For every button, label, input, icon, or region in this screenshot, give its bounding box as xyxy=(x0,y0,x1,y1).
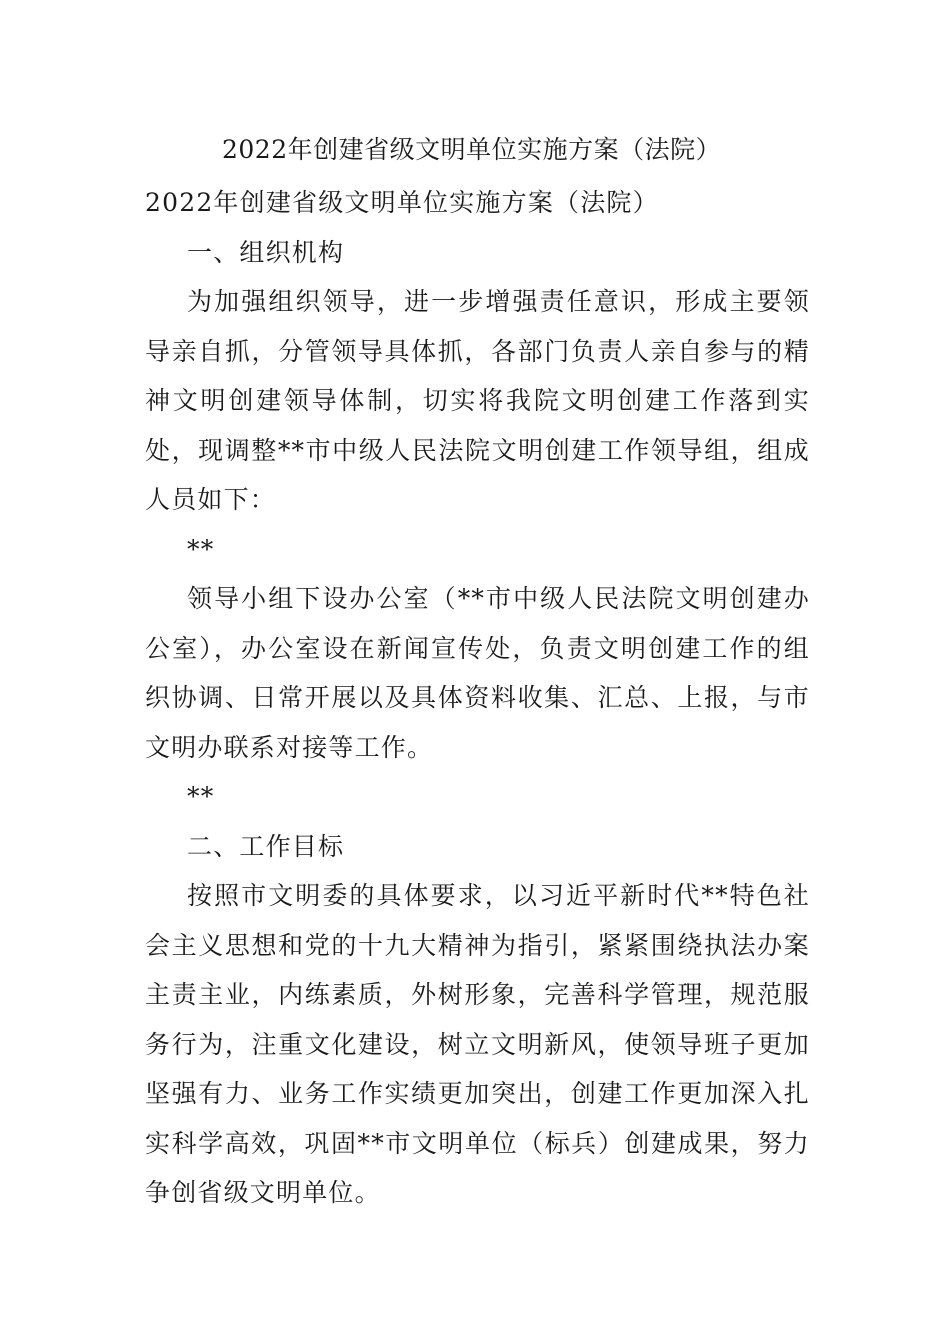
document-body xyxy=(145,178,810,1218)
placeholder-office: ** xyxy=(187,782,215,811)
paragraph-goals: 按照市文明委的具体要求，以习近平新时代**特色社会主义思想和党的十九大精神为指引，紧紧围绕执法办案主责主业，内练素质，外树形象，完善科学管理，规范服务行为，注重文化建设，树立文明新风，使领导班子更加坚强有力、业务工作实绩更加突出，创建工作更加深入扎实科学高效，巩固**市文明单位（标兵）创建成果，努力争创省级文明单位。 xyxy=(145,881,810,1207)
document-subtitle: 2022年创建省级文明单位实施方案（法院） xyxy=(145,188,659,217)
document-title: 2022年创建省级文明单位实施方案（法院） xyxy=(222,135,722,164)
placeholder-members: ** xyxy=(187,534,215,564)
section-heading-goals: 二、工作目标 xyxy=(187,831,345,861)
section-heading-organization: 一、组织机构 xyxy=(187,237,345,267)
paragraph-organization-intro: 为加强组织领导，进一步增强责任意识，形成主要领导亲自抓，分管领导具体抓，各部门负责人亲自参与的精神文明创建领导体制，切实将我院文明创建工作落到实处，现调整**市中级人民法院文明创建工作领导组，组成人员如下： xyxy=(145,287,810,514)
paragraph-office: 领导小组下设办公室（**市中级人民法院文明创建办公室），办公室设在新闻宣传处，负责文明创建工作的组织协调、日常开展以及具体资料收集、汇总、上报，与市文明办联系对接等工作。 xyxy=(145,584,810,762)
